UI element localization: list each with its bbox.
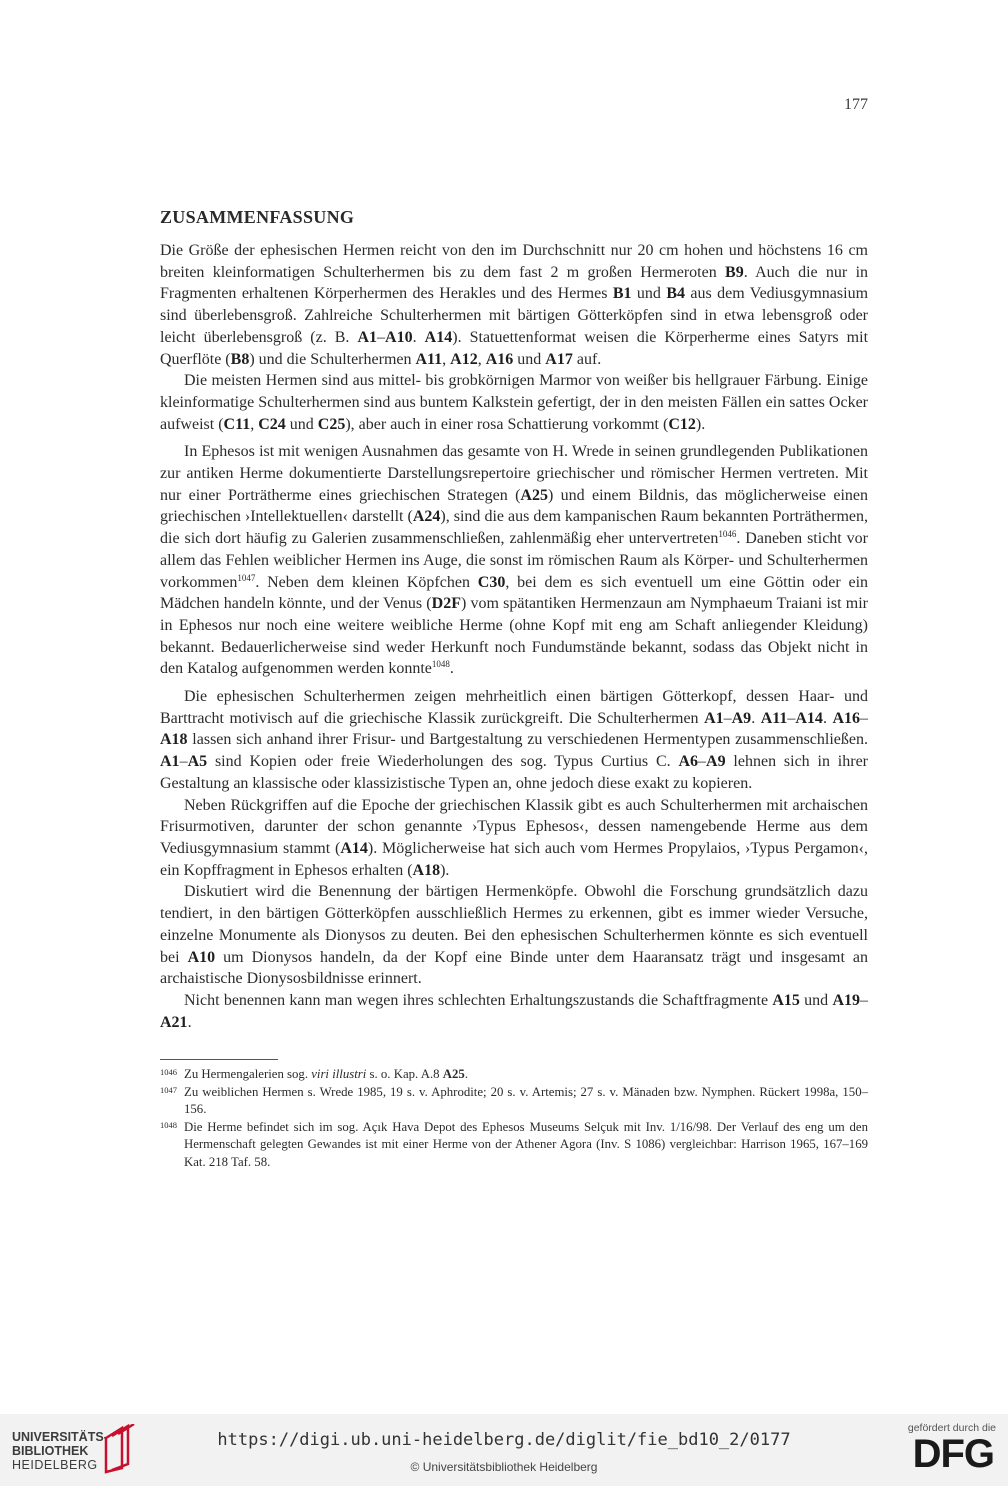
catalog-ref: A12 — [450, 350, 478, 368]
section-heading: ZUSAMMENFASSUNG — [160, 207, 355, 227]
footnote-number: 1047 — [160, 1084, 177, 1095]
dfg-logo[interactable]: DFG — [912, 1432, 994, 1476]
catalog-ref: C30 — [477, 573, 506, 591]
copyright-notice: © Universitätsbibliothek Heidelberg — [410, 1460, 598, 1474]
catalog-ref: C24 — [258, 415, 286, 433]
catalog-ref: A15 — [772, 991, 800, 1009]
paragraph: Die ephesischen Schulterhermen zeigen mehrheitlich einen bärtigen Götterkopf, dessen Haar- und Barttracht motivisch auf die griechische Klassik zurückgreift. Die Schulterhermen A1–A9. A11–A14. A16–A18 lassen sich anhand ihrer Frisur- und Bartgestaltung zu verschiedenen Hermentypen zusammenschließen. A1–A5 sind Kopien oder freie Wiederholungen des sog. Typus Curtius C. A6–A9 lehnen sich in ihrer Gestaltung an klassische oder klassizistische Typen an, ohne jedoch diese exakt zu kopieren. — [160, 688, 869, 792]
italic-text: viri illustri — [311, 1067, 367, 1082]
catalog-ref: A10 — [187, 948, 216, 966]
catalog-ref: A5 — [187, 753, 208, 771]
funder-text: gefördert durch die — [907, 1422, 996, 1434]
footnote: 1047 Zu weiblichen Hermen s. Wrede 1985, 19 s. v. Aphrodite; 20 s. v. Artemis; 27 s. v. Mänaden bzw. Nymphen. Rückert 1998a, 150–156. — [160, 1084, 868, 1117]
catalog-ref: A19 — [832, 991, 861, 1009]
catalog-ref: A21 — [160, 1013, 188, 1031]
paragraph: In Ephesos ist mit wenigen Ausnahmen das gesamte von H. Wrede in seinen grundlegenden Publikationen zur antiken Herme dokumentierte Darstellungsrepertoire griechischer und römischer Hermen vertreten. Mit nur einer Porträtherme eines griechischen Strategen (A25) und einem Bildnis, das möglicherweise einen griechischen ›Intellektuellen‹ darstellt (A24), sind die aus dem kampanischen Raum bekannten Porträthermen, die sich dort häufig zu Galerien zusammenschließen, zahlenmäßig eher untervertreten$^{1046}$. Daneben sticht vor allem das Fehlen weiblicher Hermen ins Auge, die sonst im römischen Raum als Körper- und Schulterhermen vorkommen$^{1047}$. Neben dem kleinen Köpfchen C30, bei dem es sich eventuell um eine Göttin oder ein Mädchen handeln könnte, und der Venus (D2F) vom spätantiken Hermenzaun am Nymphaeum Traiani ist mir in Ephesos nur noch eine weitere weibliche Herme (ohne Kopf mit eng am Schaft anliegender Kleidung) bekannt. Bedauerlicherweise sind weder Herkunft noch Fundumstände bekannt, sodass das Objekt nicht in den Katalog aufgenommen werden konnte$^{1048}$. — [160, 443, 869, 678]
footnote-ref[interactable]: 1048 — [431, 659, 450, 670]
footnote-number: 1046 — [160, 1067, 177, 1078]
paragraph: Die meisten Hermen sind aus mittel- bis grobkörnigen Marmor von weißer bis hellgrauer Färbung. Einige kleinformatige Schulterhermen sind aus buntem Kalkstein gefertigt, der in den meisten Fällen ein sattes Ocker aufweist (C11, C24 und C25), aber auch in einer rosa Schattierung vorkommt (C12). — [160, 372, 868, 433]
catalog-ref: A14 — [340, 839, 368, 857]
catalog-ref: A9 — [706, 753, 726, 771]
catalog-ref: A25 — [442, 1067, 465, 1082]
catalog-ref: B9 — [725, 263, 744, 281]
catalog-ref: A1 — [160, 753, 180, 771]
catalog-ref: A16 — [832, 709, 861, 727]
catalog-ref: A11 — [760, 709, 788, 727]
catalog-ref: A18 — [412, 861, 441, 879]
catalog-ref: B8 — [230, 350, 250, 368]
footnote-number: 1048 — [160, 1119, 177, 1130]
catalog-ref: B4 — [666, 285, 685, 303]
catalog-ref: A1 — [704, 709, 724, 727]
paragraph: Diskutiert wird die Benennung der bärtigen Hermenköpfe. Obwohl die Forschung grundsätzlich dazu tendiert, in den bärtigen Götterköpfen ausschließlich Hermes zu erkennen, gibt es immer wieder Versuche, einzelne Monumente als Dionysos zu deuten. Bei den ephesischen Schulterhermen könnte es sich eventuell bei A10 um Dionysos handeln, da der Kopf eine Binde unter dem Haaransatz trägt und insgesamt an archaistische Dionysosbildnisse erinnert. — [160, 883, 868, 988]
catalog-ref: A14 — [795, 709, 823, 727]
footnote: 1048 Die Herme befindet sich im sog. Açık Hava Depot des Ephesos Museums Selçuk mit Inv. 1/16/98. Der Verlauf des eng um den Hermenschaft gelegten Gewandes ist mit einer Herme von der Athener Agora (Inv. S 1086) vergleichbar: Harrison 1965, 167–169 Kat. 218 Taf. 58. — [160, 1119, 868, 1169]
catalog-ref: B1 — [612, 285, 632, 303]
paragraph: Neben Rückgriffen auf die Epoche der griechischen Klassik gibt es auch Schulterhermen mit archaischen Frisurmotiven, darunter der schon genannte ›Typus Ephesos‹, dessen namengebende Herme aus dem Vediusgymnasium stammt (A14). Möglicherweise hat sich auch vom Hermes Propylaios, ›Typus Pergamon‹, ein Kopffragment in Ephesos erhalten (A18). — [160, 796, 869, 879]
paragraph: Nicht benennen kann man wegen ihres schlechten Erhaltungszustands die Schaftfragmente A15 und A19–A21. — [160, 991, 869, 1031]
page-number: 177 — [844, 96, 868, 113]
catalog-ref: A17 — [545, 350, 573, 368]
main-content — [160, 207, 868, 1171]
catalog-ref: A24 — [412, 508, 441, 526]
footnote: 1046 Zu Hermengalerien sog. viri illustri s. o. Kap. A.8 A25. — [160, 1067, 469, 1082]
catalog-ref: C11 — [223, 415, 251, 433]
catalog-ref: A6 — [678, 753, 699, 771]
catalog-ref: A14 — [424, 328, 453, 346]
catalog-ref: A25 — [520, 486, 548, 504]
footnote-ref[interactable]: 1047 — [237, 572, 256, 583]
footnote-divider — [160, 1059, 278, 1060]
source-url-link[interactable]: https://digi.ub.uni-heidelberg.de/diglit/fie_bd10_2/0177 — [217, 1430, 791, 1450]
catalog-ref: A18 — [160, 731, 188, 749]
catalog-ref: A16 — [485, 350, 514, 368]
catalog-ref: C12 — [668, 415, 696, 433]
catalog-ref: A1 — [357, 328, 378, 346]
library-logo[interactable]: UNIVERSITÄTS- BIBLIOTHEK HEIDELBERG — [12, 1430, 108, 1472]
catalog-ref: D2F — [431, 595, 461, 613]
catalog-ref: C25 — [317, 415, 346, 433]
footer-bar — [0, 1414, 1008, 1486]
footnotes — [160, 1066, 868, 1171]
catalog-ref: A11 — [415, 350, 443, 368]
paragraph: Die Größe der ephesischen Hermen reicht von den im Durchschnitt nur 20 cm hohen und höchstens 16 cm breiten kleinformatigen Schulterhermen bis zu dem fast 2 m großen Hermeroten B9. Auch die nur in Fragmenten erhaltenen Körperhermen des Herakles und des Hermes B1 und B4 aus dem Vediusgymnasium sind überlebensgroß. Zahlreiche Schulterhermen mit bärtigen Götterköpfen sind in etwa lebensgroß oder leicht überlebensgroß (z. B. A1–A10. A14). Statuettenformat weisen die Körperherme eines Satyrs mit Querflöte (B8) und die Schulterhermen A11, A12, A16 und A17 auf. — [160, 242, 869, 368]
catalog-ref: A9 — [731, 709, 752, 727]
footnote-ref[interactable]: 1046 — [718, 529, 737, 540]
catalog-ref: A10 — [385, 328, 413, 346]
